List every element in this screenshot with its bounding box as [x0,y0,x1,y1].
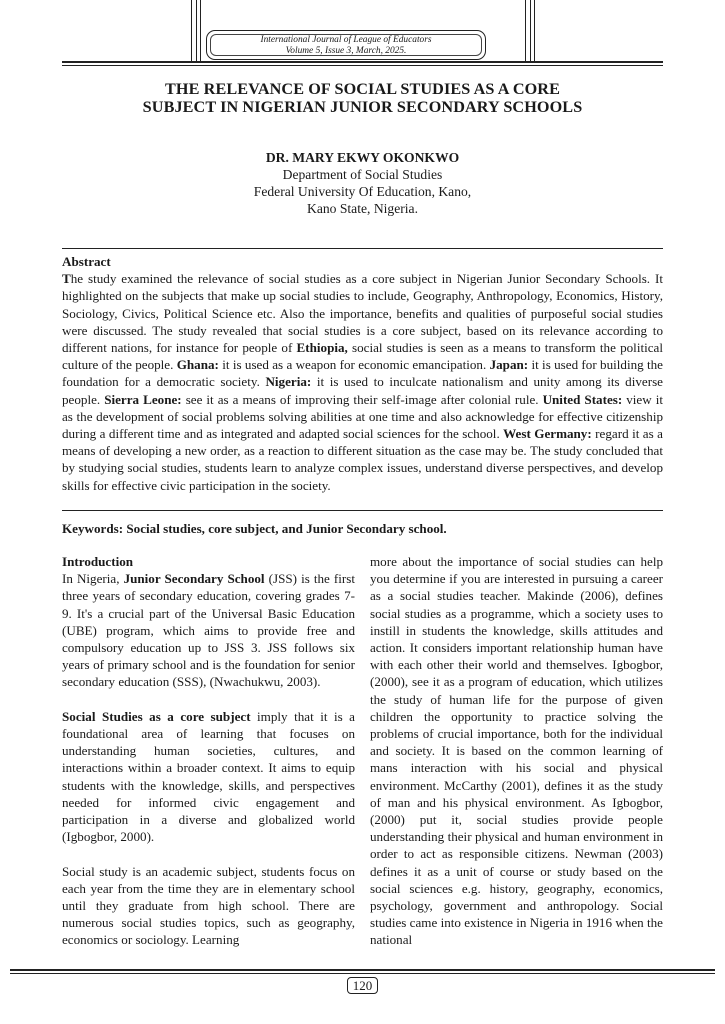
title-line-1: THE RELEVANCE OF SOCIAL STUDIES AS A CORE [165,80,560,98]
abstract-ethiopia: Ethiopia, [296,340,348,356]
core-subject-term: Social Studies as a core subject [62,708,251,724]
intro-text: imply that it is a foundational area of learning that focuses on understanding human societies, cultures, and interactions within a broader context. It aims to equip students with the knowledge, skills, and perspectives needed for informed civic engagement and participation in a diverse and globalized world (Igbogbor, 2000). [62,708,355,845]
keywords: Keywords: Social studies, core subject, and Junior Secondary school. [62,521,447,536]
abstract-sierra-leone: Sierra Leone: [104,391,182,407]
abstract-united-states: United States: [542,391,623,407]
abstract-japan: Japan: [489,357,529,373]
abstract-text: he study examined the relevance of social studies as a core subject in Nigerian Junior Secondary Schools. It highlighted on the subjects that make up social studies to include, Geography, Anthropology, Economics, History, Sociology, Civics, Political Science etc. Also the importance, benefits and qualities of purposeful social studies were discussed. The study revealed that social studies is a core subject, based on its relevance according to different nations, for instance for people of [62,271,663,356]
author-institution: Federal University Of Education, Kano, [253,184,472,199]
footer-rule-2 [10,973,715,974]
abstract-body [62,270,663,494]
abstract-text: it is used to inculcate nationalism and unity among its diverse people. [62,374,663,407]
journal-box [206,30,486,60]
abstract-bottom-rule [62,510,663,511]
journal-name: International Journal of League of Educators [260,35,432,45]
journal-volume: Volume 5, Issue 3, March, 2025. [285,45,407,56]
footer-rule [10,969,715,971]
abstract-text: view it as the development of social problems solving abilities at one time and also acknowledge for effective citizenship during a different time and as integrated and adapted social sciences for the school. [62,391,663,442]
paper-title [62,80,663,116]
header-underline-2 [62,65,663,66]
header-rule-left-3 [200,0,201,62]
header-underline [62,61,663,63]
author-location: Kano State, Nigeria. [307,201,418,216]
header-rule-right-2 [530,0,531,62]
intro-paragraph-1 [62,553,355,691]
intro-jss-term: Junior Secondary School [123,571,265,587]
journal-info [210,34,482,56]
intro-paragraph-3: Social study is an academic subject, students focus on each year from the time they are in elementary school until they graduate from high school. There are numerous social studies topics, such as geography, economics or sociology. Learning [62,863,355,948]
intro-text: (JSS) is the first three years of secondary education, covering grades 7-9. It's a crucial part of the Universal Basic Education (UBE) program, which aims to provide free and compulsory education up to JSS 3. JSS follows six years of primary school and is the foundation for senior secondary education (SSS), (Nwachukwu, 2003). [62,571,355,690]
header-rule-right-3 [534,0,535,62]
abstract-text: see it as a means of improving their self-image after colonial rule. [181,391,543,407]
right-paragraph-1: more about the importance of social studies can help you determine if you are interested in pursuing a career as a social studies teacher. Makinde (2006), defines social studies as a programme, which a society uses to instill in students the knowledge, skills attitudes and action. It considers important relationship human have with each other their world and themselves. Igbogbor, (2000), see it as a program of education, which utilizes the study of human life for the purpose of given children the opportunity to practice solving the problems of crucial importance, both for the individual and society. It is based on the common learning of mans interaction with his social and physical environment. McCarthy (2001), defines it as the study of man and his physical environment. As Igbogbor, (2000) put it, social studies provide people understanding their physical and human environment in order to act as responsible citizens. Newman (2003) defines it as a unit of course or study based on the social sciences e.g. history, geography, economics, psychology, government and anthropology. Social studies came into existence in Nigeria in 1916 when the national [370,554,663,948]
abstract-text: it is used as a weapon for economic emancipation. [218,357,490,373]
abstract-top-rule [62,248,663,249]
abstract-text: it is used for building the foundation for a democratic society. [62,357,663,390]
header-rule-left [191,0,192,62]
abstract-west-germany: West Germany: [503,426,592,442]
intro-heading: Introduction [62,554,134,569]
author-name: DR. MARY EKWY OKONKWO [265,150,460,165]
abstract-initial: T [62,271,71,287]
abstract-ghana: Ghana: [176,357,219,373]
header-rule-left-2 [196,0,197,62]
abstract [62,253,663,494]
page-number [0,978,725,994]
abstract-text: regard it as a means of developing a new order, as a reaction to different situation as the case may be. The study concluded that by studying social studies, students learn to analyze complex issues, understand diverse perspectives, and develop skills for effective civic participation in the society. [62,426,663,493]
abstract-text: social studies is seen as a means to transform the political culture of the people. [62,340,663,373]
page-number-label: 120 [347,977,379,994]
abstract-nigeria: Nigeria: [265,374,312,390]
intro-text: In Nigeria, [62,571,124,587]
abstract-heading: Abstract [62,254,111,269]
author-department: Department of Social Studies [282,167,443,182]
intro-paragraph-2 [62,708,355,846]
right-column [370,553,663,949]
header-rule-right [525,0,526,62]
left-column [62,553,355,949]
author-block [62,149,663,217]
title-line-2: SUBJECT IN NIGERIAN JUNIOR SECONDARY SCHOOLS [142,98,583,116]
